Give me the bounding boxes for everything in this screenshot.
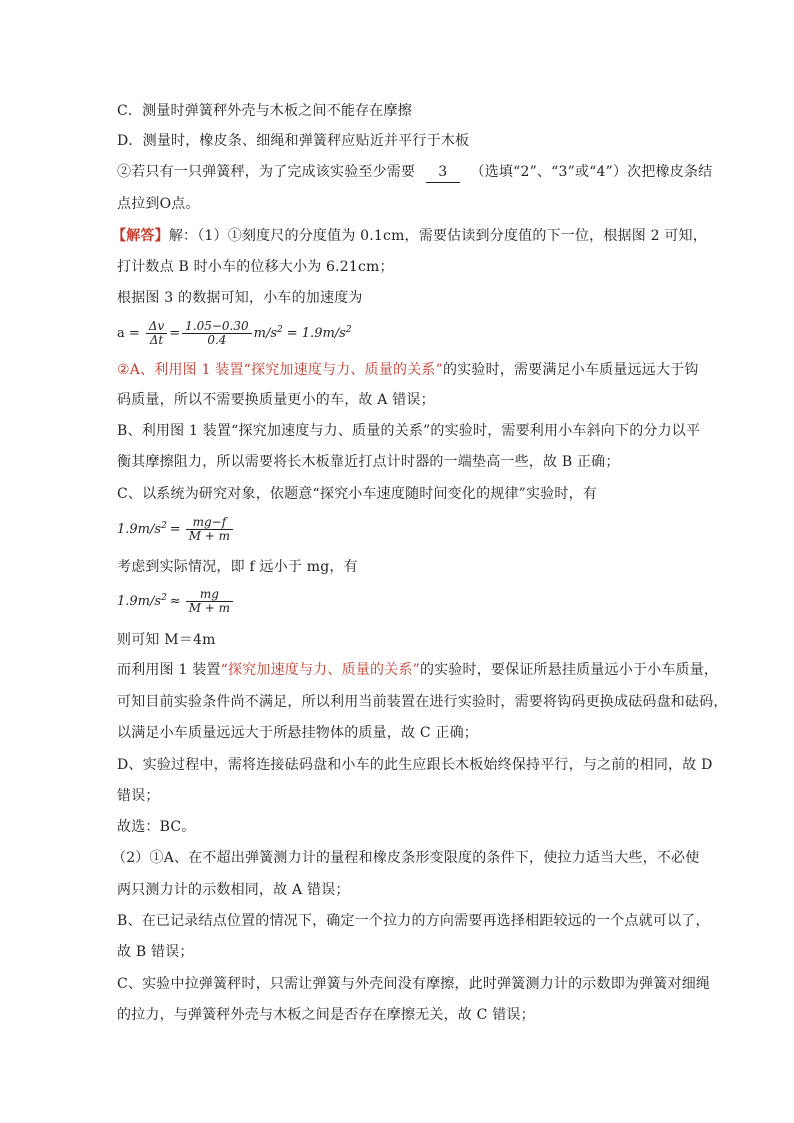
solution-line-2: 打计数点 B 时小车的位移大小为 6.21cm； <box>117 259 394 275</box>
unit <box>254 325 283 341</box>
solution-part-2-line-1: （2）①A、在不超出弹簧测力计的量程和橡皮条形变限度的条件下，使拉力适当大些，不必使 <box>112 850 700 866</box>
question-2-line-2: 点拉到O点。 <box>117 196 200 212</box>
question-2-line <box>117 162 712 183</box>
solution-answer: 故选：BC。 <box>117 819 196 835</box>
experiment-name-highlight: “探究加速度与力、质量的关系” <box>220 662 420 678</box>
solution-line-b-1: B、利用图 1 装置“探究加速度与力、质量的关系”的实验时，需要利用小车斜向下的分力以平 <box>117 423 701 439</box>
formula-acceleration <box>117 316 352 350</box>
fraction-denominator: 0.4 <box>207 332 227 347</box>
equals-sign: = <box>169 325 181 341</box>
solution-line-c-6: 以满足小车质量远远大于所悬挂物体的质量，故 C 正确； <box>117 725 479 741</box>
option-d-text: D．测量时，橡皮条、细绳和弹簧秤应贴近并平行于木板 <box>117 133 470 149</box>
question-2-text-a: ②若只有一只弹簧秤，为了完成该实验至少需要 <box>117 164 416 180</box>
solution-line-3: 根据图 3 的数据可知，小车的加速度为 <box>117 290 363 306</box>
solution-line-c-5: 可知目前实验条件尚不满足，所以利用当前装置在进行实验时，需要将钩码更换成砝码盘和砝码， <box>117 694 728 710</box>
fraction-numerator: mg <box>186 588 233 602</box>
solution-part-2-line-2: 两只测力计的示数相同，故 A 错误； <box>117 882 350 898</box>
solution-part-2-line-6: 的拉力，与弹簧秤外壳与木板之间是否存在摩擦无关，故 C 错误； <box>117 1007 535 1023</box>
solution-line-c-2: 考虑到实际情况，即 f 远小于 mg，有 <box>117 559 358 575</box>
option-c-text: C．测量时弹簧秤外壳与木板之间不能存在摩擦 <box>117 103 412 119</box>
formula-lhs <box>117 521 167 537</box>
fraction-numerator: Δv <box>146 320 167 334</box>
solution-line-d-2: 错误； <box>117 788 160 804</box>
formula-lhs: a = <box>117 325 140 341</box>
solution-line-a-2: 码质量，所以不需要换质量更小的车，故 A 错误； <box>117 392 435 408</box>
fraction-numerator: 1.05−0.30 <box>182 320 252 334</box>
approx-sign: ≈ <box>169 593 181 609</box>
solution-line-d-1: D、实验过程中，需将连接砝码盘和小车的此生应跟长木板始终保持平行，与之前的相同，故 D <box>117 757 713 773</box>
solution-line-c-3: 则可知 M＝4m <box>117 632 216 648</box>
option-a-highlight: ②A、利用图 1 装置“探究加速度与力、质量的关系” <box>117 362 443 378</box>
fraction-denominator: M + m <box>188 528 231 543</box>
option-a-text: 的实验时，需要满足小车质量远远大于钩 <box>442 362 699 378</box>
fraction-system <box>186 516 233 543</box>
lhs-exponent: 2 <box>161 593 167 603</box>
solution-line-b-2: 衡其摩擦阻力，所以需要将长木板靠近打点计时器的一端垫高一些，故 B 正确； <box>117 454 620 470</box>
result-exponent: 2 <box>345 325 352 335</box>
solution-text: 解：（1）①刻度尺的分度值为 0.1cm，需要估读到分度值的下一位，根据图 2 可知， <box>168 228 707 244</box>
lhs-exponent: 2 <box>161 521 167 531</box>
solution-tag: 【解答】 <box>112 228 169 244</box>
formula-system <box>117 512 235 546</box>
fraction-approx <box>186 588 233 615</box>
fraction-numerator: mg−f <box>186 516 233 530</box>
unit-text: m/s <box>253 326 278 341</box>
unit-exponent: 2 <box>277 325 283 335</box>
text-part-a: 而利用图 1 装置 <box>117 662 221 678</box>
text-part-c: 的实验时，要保证所悬挂质量远小于小车质量， <box>419 662 719 678</box>
solution-line-a-1 <box>117 360 699 380</box>
solution-part-2-line-4: 故 B 错误； <box>117 944 194 960</box>
fraction-values <box>182 320 252 347</box>
question-2-text-b: （选填“2”、“3”或“4”）次把橡皮条结 <box>470 164 713 180</box>
fraction-denominator: M + m <box>188 600 231 615</box>
lhs-text: 1.9m/s <box>117 522 162 537</box>
formula-approx <box>117 584 235 618</box>
solution-line-1 <box>112 226 707 246</box>
solution-line-c-1: C、以系统为研究对象，依题意“探究小车速度随时间变化的规律”实验时，有 <box>117 486 598 502</box>
fraction-denominator: Δt <box>149 332 164 347</box>
formula-lhs <box>117 593 167 609</box>
solution-part-2-line-5: C、实验中拉弹簧秤时，只需让弹簧与外壳间没有摩擦，此时弹簧测力计的示数即为弹簧对细绳 <box>117 976 711 992</box>
fraction-dv-dt <box>146 320 167 347</box>
result <box>287 325 352 341</box>
answer-blank: 3 <box>426 162 460 183</box>
solution-part-2-line-3: B、在已记录结点位置的情况下，确定一个拉力的方向需要再选择相距较远的一个点就可以了， <box>117 913 710 929</box>
result-text: = 1.9m/s <box>286 326 346 341</box>
lhs-text: 1.9m/s <box>117 594 162 609</box>
equals-sign: = <box>169 521 181 537</box>
solution-line-c-4 <box>117 660 718 680</box>
